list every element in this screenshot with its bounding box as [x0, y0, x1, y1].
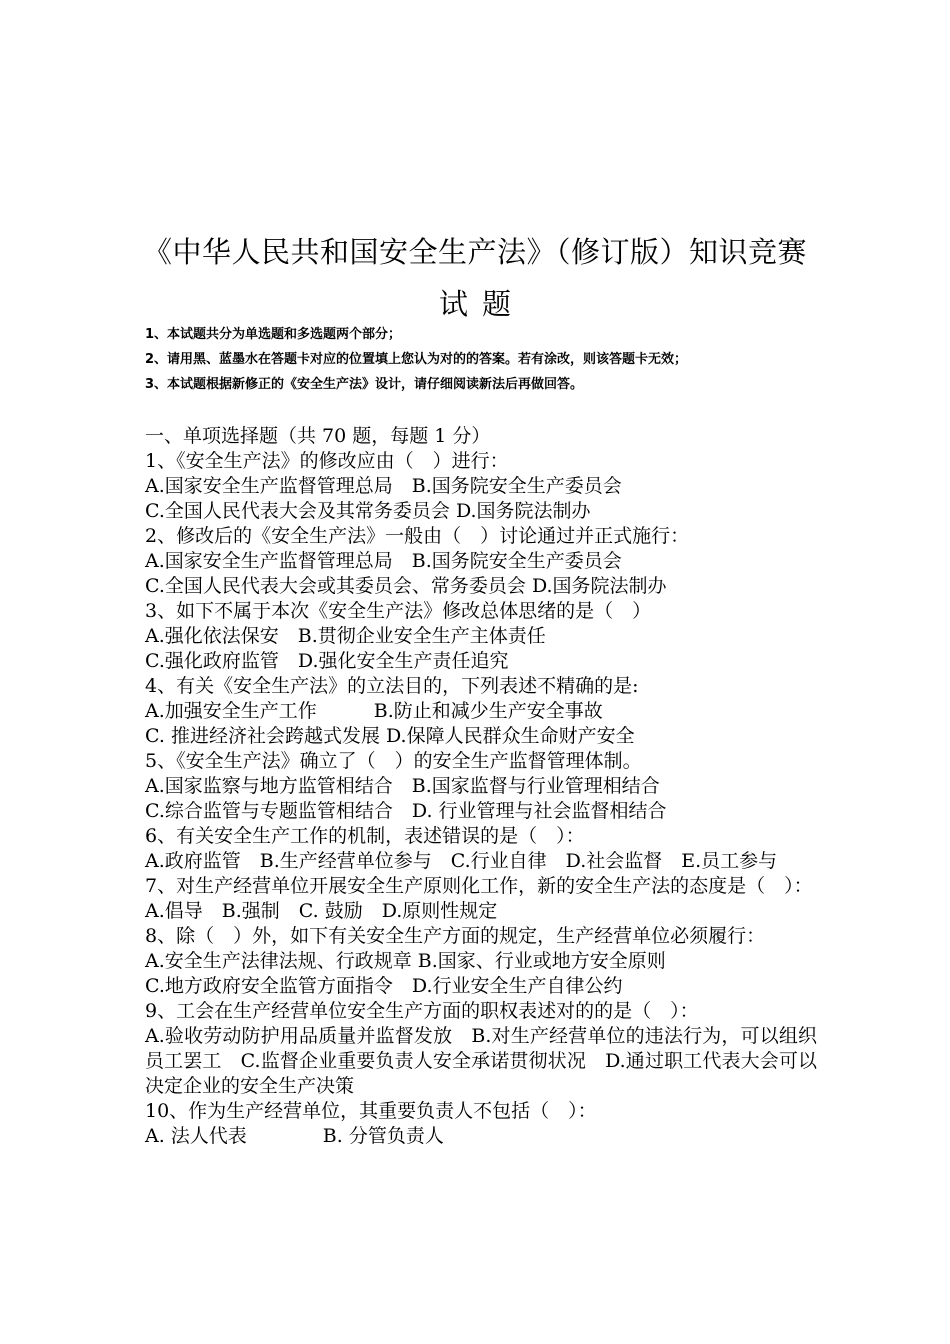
question-list — [145, 424, 817, 1149]
question-5-options-1: A.国家监察与地方监管相结合 B.国家监督与行业管理相结合 — [145, 775, 660, 797]
question-9: 9、工会在生产经营单位安全生产方面的职权表述对的的是（ ）： — [145, 1000, 699, 1022]
question-5: 5、《安全生产法》确立了（ ）的安全生产监督管理体制。 — [145, 750, 642, 772]
question-9-options-1: A.验收劳动防护用品质量并监督发放 B.对生产经营单位的违法行为，可以组织员工罢工 C.监督企业重要负责人安全承诺贯彻状况 D.通过职工代表大会可以决定企业的安全生产决策 — [145, 1025, 817, 1097]
question-4-options-1: A.加强安全生产工作 B.防止和减少生产安全事故 — [145, 700, 603, 722]
question-10: 10、作为生产经营单位，其重要负责人不包括（ ）： — [145, 1100, 597, 1122]
question-4: 4、有关《安全生产法》的立法目的，下列表述不精确的是: — [145, 675, 639, 697]
question-8: 8、除（ ）外，如下有关安全生产方面的规定，生产经营单位必须履行： — [145, 925, 766, 947]
question-8-options-2: C.地方政府安全监管方面指令 D.行业安全生产自律公约 — [145, 975, 623, 997]
document-subtitle: 试题 — [438, 287, 525, 321]
question-3-options-2: C.强化政府监管 D.强化安全生产责任追究 — [145, 650, 509, 672]
question-8-options-1: A.安全生产法律法规、行政规章 B.国家、行业或地方安全原则 — [145, 950, 666, 972]
instruction-2: 2、请用黑、蓝墨水在答题卡对应的位置填上您认为对的的答案。若有涂改，则该答题卡无效； — [145, 352, 688, 367]
question-10-options-1: A. 法人代表 B. 分管负责人 — [145, 1125, 444, 1147]
question-3-options-1: A.强化依法保安 B.贯彻企业安全生产主体责任 — [145, 625, 546, 647]
question-2-options-2: C.全国人民代表大会或其委员会、常务委员会 D.国务院法制办 — [145, 575, 667, 597]
question-6-options-1: A.政府监管 B.生产经营单位参与 C.行业自律 D.社会监督 E.员工参与 — [145, 850, 778, 872]
question-1-options-2: C.全国人民代表大会及其常务委员会 D.国务院法制办 — [145, 500, 591, 522]
question-4-options-2: C. 推进经济社会跨越式发展 D.保障人民群众生命财产安全 — [145, 725, 635, 747]
question-3: 3、如下不属于本次《安全生产法》修改总体思绪的是（ ） — [145, 600, 652, 622]
instruction-1: 1、本试题共分为单选题和多选题两个部分； — [145, 327, 402, 342]
instructions — [145, 322, 810, 397]
question-6: 6、有关安全生产工作的机制，表述错误的是（ ）： — [145, 825, 585, 847]
section-heading: 一、单项选择题（共 70 题，每题 1 分） — [145, 425, 491, 447]
question-7-options-1: A.倡导 B.强制 C. 鼓励 D.原则性规定 — [145, 900, 498, 922]
question-2-options-1: A.国家安全生产监督管理总局 B.国务院安全生产委员会 — [145, 550, 622, 572]
question-1-options-1: A.国家安全生产监督管理总局 B.国务院安全生产委员会 — [145, 475, 622, 497]
question-2: 2、修改后的《安全生产法》一般由（ ）讨论通过并正式施行： — [145, 525, 690, 547]
question-1: 1、《安全生产法》的修改应由（ ）进行： — [145, 450, 509, 472]
question-7: 7、对生产经营单位开展安全生产原则化工作，新的安全生产法的态度是（ ）： — [145, 875, 813, 897]
document-title: 《中华人民共和国安全生产法》（修订版）知识竞赛 — [142, 235, 807, 269]
question-5-options-2: C.综合监管与专题监管相结合 D. 行业管理与社会监督相结合 — [145, 800, 667, 822]
instruction-3: 3、本试题根据新修正的《安全生产法》设计，请仔细阅读新法后再做回答。 — [145, 377, 584, 392]
